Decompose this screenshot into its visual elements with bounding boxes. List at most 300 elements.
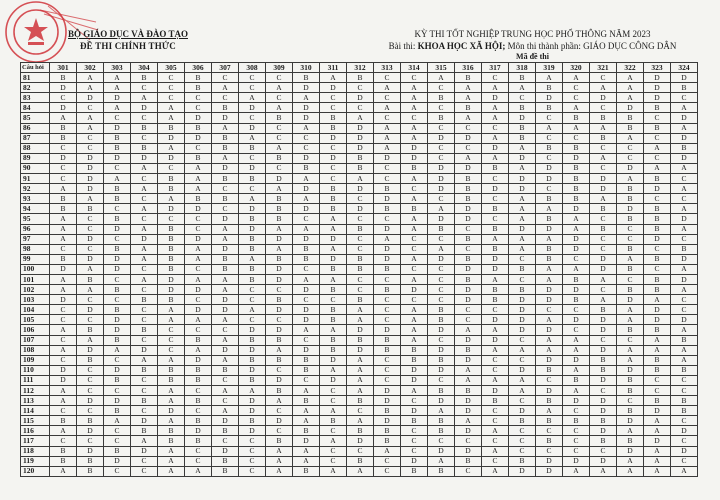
- answer-cell: B: [50, 123, 77, 133]
- answer-cell: A: [617, 345, 644, 355]
- question-number: 117: [21, 436, 50, 446]
- answer-cell: A: [50, 184, 77, 194]
- question-number: 87: [21, 133, 50, 143]
- question-number: 96: [21, 224, 50, 234]
- answer-cell: D: [509, 305, 536, 315]
- answer-cell: C: [455, 123, 482, 133]
- answer-cell: C: [590, 103, 617, 113]
- answer-cell: A: [482, 426, 509, 436]
- answer-cell: A: [401, 325, 428, 335]
- exam-code-header: 306: [185, 63, 212, 73]
- answer-cell: B: [266, 113, 293, 123]
- answer-cell: C: [401, 436, 428, 446]
- answer-cell: B: [617, 244, 644, 254]
- answer-cell: D: [77, 93, 104, 103]
- answer-cell: C: [482, 436, 509, 446]
- answer-cell: C: [374, 274, 401, 284]
- answer-cell: A: [482, 113, 509, 123]
- answer-cell: B: [590, 305, 617, 315]
- answer-cell: C: [266, 365, 293, 375]
- answer-cell: B: [104, 305, 131, 315]
- answer-cell: C: [131, 406, 158, 416]
- answer-cell: A: [455, 325, 482, 335]
- answer-cell: B: [455, 274, 482, 284]
- question-number: 102: [21, 285, 50, 295]
- answer-cell: A: [320, 436, 347, 446]
- answer-cell: A: [374, 123, 401, 133]
- answer-cell: D: [455, 396, 482, 406]
- answer-cell: A: [158, 466, 185, 476]
- answer-cell: D: [401, 285, 428, 295]
- answer-cell: D: [239, 163, 266, 173]
- answer-cell: C: [536, 113, 563, 123]
- answer-cell: D: [77, 163, 104, 173]
- exam-code-header: 323: [644, 63, 671, 73]
- answer-cell: D: [536, 285, 563, 295]
- answer-cell: D: [428, 254, 455, 264]
- answer-cell: B: [536, 214, 563, 224]
- answer-cell: A: [50, 285, 77, 295]
- answer-cell: B: [158, 375, 185, 385]
- answer-cell: D: [185, 426, 212, 436]
- answer-cell: C: [374, 295, 401, 305]
- answer-cell: B: [374, 406, 401, 416]
- answer-cell: A: [239, 194, 266, 204]
- answer-cell: D: [320, 254, 347, 264]
- answer-cell: D: [158, 153, 185, 163]
- answer-cell: B: [347, 295, 374, 305]
- answer-cell: B: [482, 295, 509, 305]
- answer-cell: D: [50, 365, 77, 375]
- answer-cell: C: [428, 375, 455, 385]
- answer-cell: C: [428, 143, 455, 153]
- answer-cell: A: [455, 365, 482, 375]
- answer-cell: D: [428, 446, 455, 456]
- answer-cell: A: [212, 234, 239, 244]
- answer-cell: B: [50, 456, 77, 466]
- table-row: [21, 184, 698, 194]
- answer-cell: D: [644, 73, 671, 83]
- answer-cell: D: [239, 103, 266, 113]
- answer-cell: A: [266, 83, 293, 93]
- answer-cell: C: [158, 83, 185, 93]
- answer-cell: B: [617, 436, 644, 446]
- answer-cell: B: [455, 103, 482, 113]
- answer-cell: C: [563, 83, 590, 93]
- answer-cell: B: [239, 335, 266, 345]
- answer-cell: A: [50, 386, 77, 396]
- answer-cell: D: [644, 93, 671, 103]
- answer-cell: B: [455, 386, 482, 396]
- answer-cell: A: [401, 174, 428, 184]
- answer-cell: B: [320, 315, 347, 325]
- answer-cell: C: [320, 93, 347, 103]
- answer-cell: B: [590, 113, 617, 123]
- answer-cell: C: [644, 133, 671, 143]
- answer-cell: A: [239, 386, 266, 396]
- answer-cell: C: [131, 194, 158, 204]
- answer-cell: C: [347, 234, 374, 244]
- answer-cell: C: [671, 305, 698, 315]
- answer-cell: B: [347, 153, 374, 163]
- answer-cell: B: [509, 416, 536, 426]
- answer-cell: D: [212, 446, 239, 456]
- ministry-header: [28, 28, 228, 52]
- answer-cell: C: [239, 456, 266, 466]
- answer-cell: C: [671, 375, 698, 385]
- answer-cell: A: [158, 416, 185, 426]
- answer-cell: B: [185, 396, 212, 406]
- exam-code-header: 304: [131, 63, 158, 73]
- answer-cell: B: [131, 143, 158, 153]
- answer-cell: A: [482, 153, 509, 163]
- question-number: 88: [21, 143, 50, 153]
- answer-cell: C: [50, 174, 77, 184]
- answer-cell: D: [644, 406, 671, 416]
- answer-cell: A: [212, 224, 239, 234]
- answer-cell: C: [536, 426, 563, 436]
- answer-cell: A: [374, 446, 401, 456]
- answer-cell: A: [293, 174, 320, 184]
- answer-cell: C: [50, 163, 77, 173]
- answer-cell: B: [374, 285, 401, 295]
- question-number: 97: [21, 234, 50, 244]
- answer-cell: C: [50, 406, 77, 416]
- answer-cell: B: [212, 426, 239, 436]
- answer-cell: C: [158, 325, 185, 335]
- answer-cell: B: [77, 466, 104, 476]
- exam-title: KỲ THI TỐT NGHIỆP TRUNG HỌC PHỔ THÔNG NĂM 2023: [414, 29, 651, 39]
- answer-cell: A: [158, 113, 185, 123]
- answer-cell: B: [671, 396, 698, 406]
- answer-cell: B: [671, 244, 698, 254]
- answer-cell: D: [509, 325, 536, 335]
- answer-cell: D: [50, 295, 77, 305]
- answer-cell: D: [455, 264, 482, 274]
- answer-cell: B: [158, 123, 185, 133]
- answer-cell: B: [293, 466, 320, 476]
- answer-cell: D: [239, 325, 266, 335]
- answer-cell: D: [563, 315, 590, 325]
- answer-cell: B: [563, 295, 590, 305]
- answer-cell: B: [131, 73, 158, 83]
- answer-cell: A: [401, 123, 428, 133]
- answer-cell: C: [131, 264, 158, 274]
- answer-cell: B: [185, 153, 212, 163]
- answer-cell: D: [671, 214, 698, 224]
- official-exam-label: ĐỀ THI CHÍNH THỨC: [79, 41, 176, 51]
- answer-cell: B: [320, 123, 347, 133]
- answer-cell: D: [50, 103, 77, 113]
- answer-cell: C: [536, 133, 563, 143]
- question-number: 110: [21, 365, 50, 375]
- answer-cell: C: [482, 123, 509, 133]
- answer-cell: B: [536, 244, 563, 254]
- answer-cell: C: [77, 386, 104, 396]
- answer-cell: D: [563, 396, 590, 406]
- answer-cell: A: [347, 466, 374, 476]
- answer-cell: C: [428, 295, 455, 305]
- answer-cell: A: [482, 274, 509, 284]
- answer-cell: D: [293, 436, 320, 446]
- answer-cell: A: [428, 73, 455, 83]
- answer-cell: D: [104, 325, 131, 335]
- answer-cell: D: [104, 153, 131, 163]
- answer-cell: C: [212, 396, 239, 406]
- answer-cell: C: [482, 355, 509, 365]
- answer-cell: D: [293, 315, 320, 325]
- answer-cell: B: [239, 274, 266, 284]
- answer-cell: B: [104, 446, 131, 456]
- answer-cell: B: [563, 274, 590, 284]
- answer-cell: C: [536, 446, 563, 456]
- answer-cell: B: [320, 264, 347, 274]
- answer-cell: C: [347, 194, 374, 204]
- answer-cell: D: [374, 386, 401, 396]
- answer-cell: D: [77, 254, 104, 264]
- answer-cell: B: [347, 396, 374, 406]
- question-number: 89: [21, 153, 50, 163]
- answer-cell: A: [563, 335, 590, 345]
- answer-cell: B: [347, 224, 374, 234]
- answer-cell: B: [401, 416, 428, 426]
- answer-cell: D: [671, 446, 698, 456]
- answer-cell: D: [455, 285, 482, 295]
- answer-cell: D: [293, 285, 320, 295]
- answer-cell: B: [536, 254, 563, 264]
- answer-cell: B: [320, 345, 347, 355]
- answer-cell: D: [77, 184, 104, 194]
- answer-cell: C: [617, 153, 644, 163]
- answer-cell: B: [104, 143, 131, 153]
- answer-cell: B: [158, 254, 185, 264]
- answer-cell: B: [455, 456, 482, 466]
- answer-cell: A: [617, 426, 644, 436]
- answer-cell: C: [293, 133, 320, 143]
- table-row: [21, 416, 698, 426]
- answer-cell: C: [239, 113, 266, 123]
- answer-cell: D: [374, 224, 401, 234]
- exam-code-label: Mã đề thi: [516, 52, 549, 61]
- answer-cell: C: [104, 355, 131, 365]
- answer-cell: A: [401, 274, 428, 284]
- table-row: [21, 456, 698, 466]
- answer-cell: C: [563, 254, 590, 264]
- answer-cell: D: [482, 184, 509, 194]
- answer-cell: A: [293, 224, 320, 234]
- answer-cell: A: [590, 83, 617, 93]
- answer-cell: D: [347, 345, 374, 355]
- answer-cell: D: [77, 345, 104, 355]
- answer-cell: D: [266, 234, 293, 244]
- answer-cell: D: [266, 305, 293, 315]
- answer-cell: A: [401, 224, 428, 234]
- answer-cell: B: [158, 234, 185, 244]
- answer-cell: B: [266, 355, 293, 365]
- answer-cell: B: [671, 83, 698, 93]
- answer-cell: C: [644, 194, 671, 204]
- question-number: 106: [21, 325, 50, 335]
- answer-cell: C: [320, 396, 347, 406]
- answer-cell: C: [536, 184, 563, 194]
- answer-cell: B: [212, 456, 239, 466]
- answer-cell: B: [617, 184, 644, 194]
- answer-cell: D: [590, 254, 617, 264]
- answer-cell: C: [266, 285, 293, 295]
- answer-cell: D: [671, 274, 698, 284]
- answer-cell: A: [320, 244, 347, 254]
- answer-cell: D: [293, 83, 320, 93]
- answer-cell: A: [455, 113, 482, 123]
- answer-cell: C: [671, 386, 698, 396]
- answer-cell: D: [590, 375, 617, 385]
- answer-cell: B: [320, 285, 347, 295]
- answer-cell: C: [131, 214, 158, 224]
- question-number: 93: [21, 194, 50, 204]
- answer-cell: A: [482, 466, 509, 476]
- answer-cell: C: [401, 446, 428, 456]
- answer-cell: D: [644, 184, 671, 194]
- answer-cell: D: [239, 224, 266, 234]
- answer-cell: D: [536, 93, 563, 103]
- answer-cell: B: [401, 163, 428, 173]
- answer-cell: C: [104, 436, 131, 446]
- answer-cell: D: [590, 315, 617, 325]
- answer-cell: A: [401, 386, 428, 396]
- answer-cell: C: [104, 386, 131, 396]
- answer-cell: C: [185, 406, 212, 416]
- answer-cell: B: [482, 396, 509, 406]
- answer-cell: B: [509, 133, 536, 143]
- answer-cell: A: [509, 204, 536, 214]
- answer-cell: B: [77, 204, 104, 214]
- answer-cell: B: [617, 406, 644, 416]
- exam-code-header: 305: [158, 63, 185, 73]
- answer-cell: A: [590, 295, 617, 305]
- answer-cell: D: [428, 163, 455, 173]
- answer-cell: C: [239, 436, 266, 446]
- answer-cell: B: [158, 426, 185, 436]
- answer-cell: D: [401, 365, 428, 375]
- answer-cell: C: [77, 143, 104, 153]
- answer-cell: C: [77, 436, 104, 446]
- answer-cell: C: [320, 426, 347, 436]
- answer-cell: A: [185, 244, 212, 254]
- answer-cell: A: [266, 103, 293, 113]
- answer-cell: C: [617, 396, 644, 406]
- answer-cell: D: [590, 93, 617, 103]
- answer-cell: D: [509, 153, 536, 163]
- answer-cell: D: [428, 184, 455, 194]
- answer-cell: D: [293, 204, 320, 214]
- answer-cell: C: [590, 335, 617, 345]
- answer-cell: C: [455, 305, 482, 315]
- answer-cell: B: [212, 254, 239, 264]
- answer-cell: D: [239, 396, 266, 406]
- answer-cell: D: [482, 335, 509, 345]
- answer-cell: D: [617, 416, 644, 426]
- answer-cell: B: [428, 305, 455, 315]
- answer-cell: A: [671, 355, 698, 365]
- answer-cell: D: [590, 345, 617, 355]
- answer-cell: D: [239, 345, 266, 355]
- answer-cell: D: [320, 133, 347, 143]
- answer-cell: A: [401, 315, 428, 325]
- answer-cell: C: [104, 234, 131, 244]
- answer-cell: A: [482, 133, 509, 143]
- answer-cell: B: [50, 446, 77, 456]
- answer-cell: C: [212, 436, 239, 446]
- answer-cell: D: [185, 234, 212, 244]
- answer-cell: A: [131, 254, 158, 264]
- answer-cell: A: [239, 305, 266, 315]
- answer-cell: C: [293, 214, 320, 224]
- answer-cell: D: [617, 365, 644, 375]
- answer-cell: D: [374, 416, 401, 426]
- answer-cell: C: [293, 295, 320, 305]
- answer-cell: D: [644, 436, 671, 446]
- answer-cell: C: [50, 315, 77, 325]
- answer-cell: A: [563, 264, 590, 274]
- answer-cell: A: [563, 123, 590, 133]
- answer-cell: A: [374, 143, 401, 153]
- answer-cell: A: [563, 103, 590, 113]
- answer-cell: A: [266, 224, 293, 234]
- answer-cell: B: [104, 244, 131, 254]
- answer-cell: D: [509, 315, 536, 325]
- answer-cell: C: [590, 163, 617, 173]
- answer-cell: A: [104, 345, 131, 355]
- table-row: [21, 295, 698, 305]
- answer-cell: C: [374, 174, 401, 184]
- answer-cell: C: [428, 83, 455, 93]
- answer-cell: C: [374, 315, 401, 325]
- answer-cell: D: [509, 466, 536, 476]
- answer-cell: D: [482, 143, 509, 153]
- exam-code-header: 310: [293, 63, 320, 73]
- answer-cell: D: [590, 174, 617, 184]
- answer-cell: B: [644, 396, 671, 406]
- answer-cell: A: [158, 305, 185, 315]
- answer-cell: B: [158, 224, 185, 234]
- answer-cell: A: [590, 153, 617, 163]
- answer-cell: D: [671, 113, 698, 123]
- answer-cell: A: [644, 335, 671, 345]
- answer-cell: C: [239, 466, 266, 476]
- answer-cell: D: [77, 174, 104, 184]
- table-row: [21, 436, 698, 446]
- question-number: 103: [21, 295, 50, 305]
- table-row: [21, 375, 698, 385]
- answer-cell: D: [590, 264, 617, 274]
- answer-cell: C: [590, 244, 617, 254]
- answer-cell: A: [185, 315, 212, 325]
- answer-cell: B: [536, 103, 563, 113]
- answer-cell: C: [320, 174, 347, 184]
- answer-cell: D: [401, 375, 428, 385]
- answer-cell: B: [536, 436, 563, 446]
- answer-cell: C: [401, 244, 428, 254]
- answer-cell: A: [158, 355, 185, 365]
- answer-cell: B: [320, 113, 347, 123]
- answer-cell: D: [104, 315, 131, 325]
- component-subject: Môn thi thành phần: GIÁO DỤC CÔNG DÂN: [507, 41, 677, 51]
- answer-cell: B: [212, 365, 239, 375]
- answer-cell: C: [185, 386, 212, 396]
- answer-cell: A: [428, 204, 455, 214]
- answer-cell: D: [590, 406, 617, 416]
- answer-cell: A: [482, 446, 509, 456]
